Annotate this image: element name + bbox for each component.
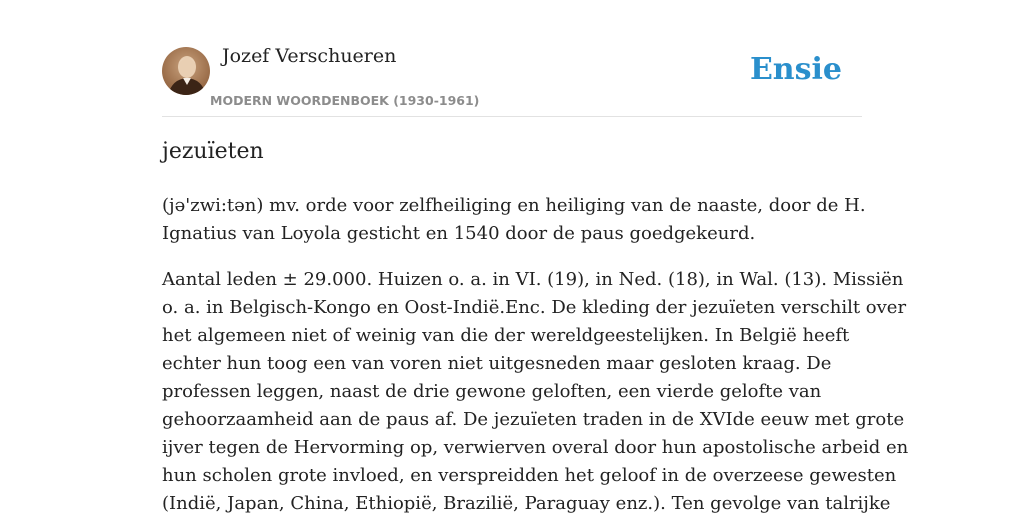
text-line: o. a. in Belgisch-Kongo en Oost-Indië.Enc. De kleding der jezuïeten verschilt over: [162, 297, 907, 318]
text-line: (Indië, Japan, China, Ethiopië, Brazilië, Paraguay enz.). Ten gevolge van talrijke: [162, 493, 891, 514]
text-line: hun scholen grote invloed, en verspreidden het geloof in de overzeese gewesten: [162, 465, 897, 486]
text-line: het algemeen niet of weinig van die der wereldgeestelijken. In België heeft: [162, 325, 850, 346]
text-line: echter hun toog een van voren niet uitgesneden maar gesloten kraag. De: [162, 353, 832, 374]
author-name[interactable]: Jozef Verschueren: [222, 45, 397, 67]
text-line: Ignatius van Loyola gesticht en 1540 door de paus goedgekeurd.: [162, 223, 756, 244]
entry-title: jezuïeten: [162, 139, 264, 164]
text-line: Aantal leden ± 29.000. Huizen o. a. in VI. (19), in Ned. (18), in Wal. (13). Missiën: [162, 269, 904, 290]
author-avatar[interactable]: [162, 47, 210, 95]
source-dictionary: MODERN WOORDENBOEK (1930-1961): [210, 93, 480, 108]
text-line: ijver tegen de Hervorming op, verwierven overal door hun apostolische arbeid en: [162, 437, 909, 458]
entry-body: [162, 192, 909, 518]
paragraph: [162, 192, 866, 248]
portrait-photo-icon: [162, 47, 210, 95]
text-line: gehoorzaamheid aan de paus af. De jezuïeten traden in de XVIde eeuw met grote: [162, 409, 905, 430]
text-line: (jə'zwi:tən) mv. orde voor zelfheiliging en heiliging van de naaste, door de H.: [162, 195, 866, 216]
paragraph: [162, 266, 909, 518]
site-header: [162, 0, 862, 117]
page: [162, 0, 909, 514]
brand-logo[interactable]: Ensie: [749, 52, 842, 87]
text-line: professen leggen, naast de drie gewone geloften, een vierde gelofte van: [162, 381, 822, 402]
